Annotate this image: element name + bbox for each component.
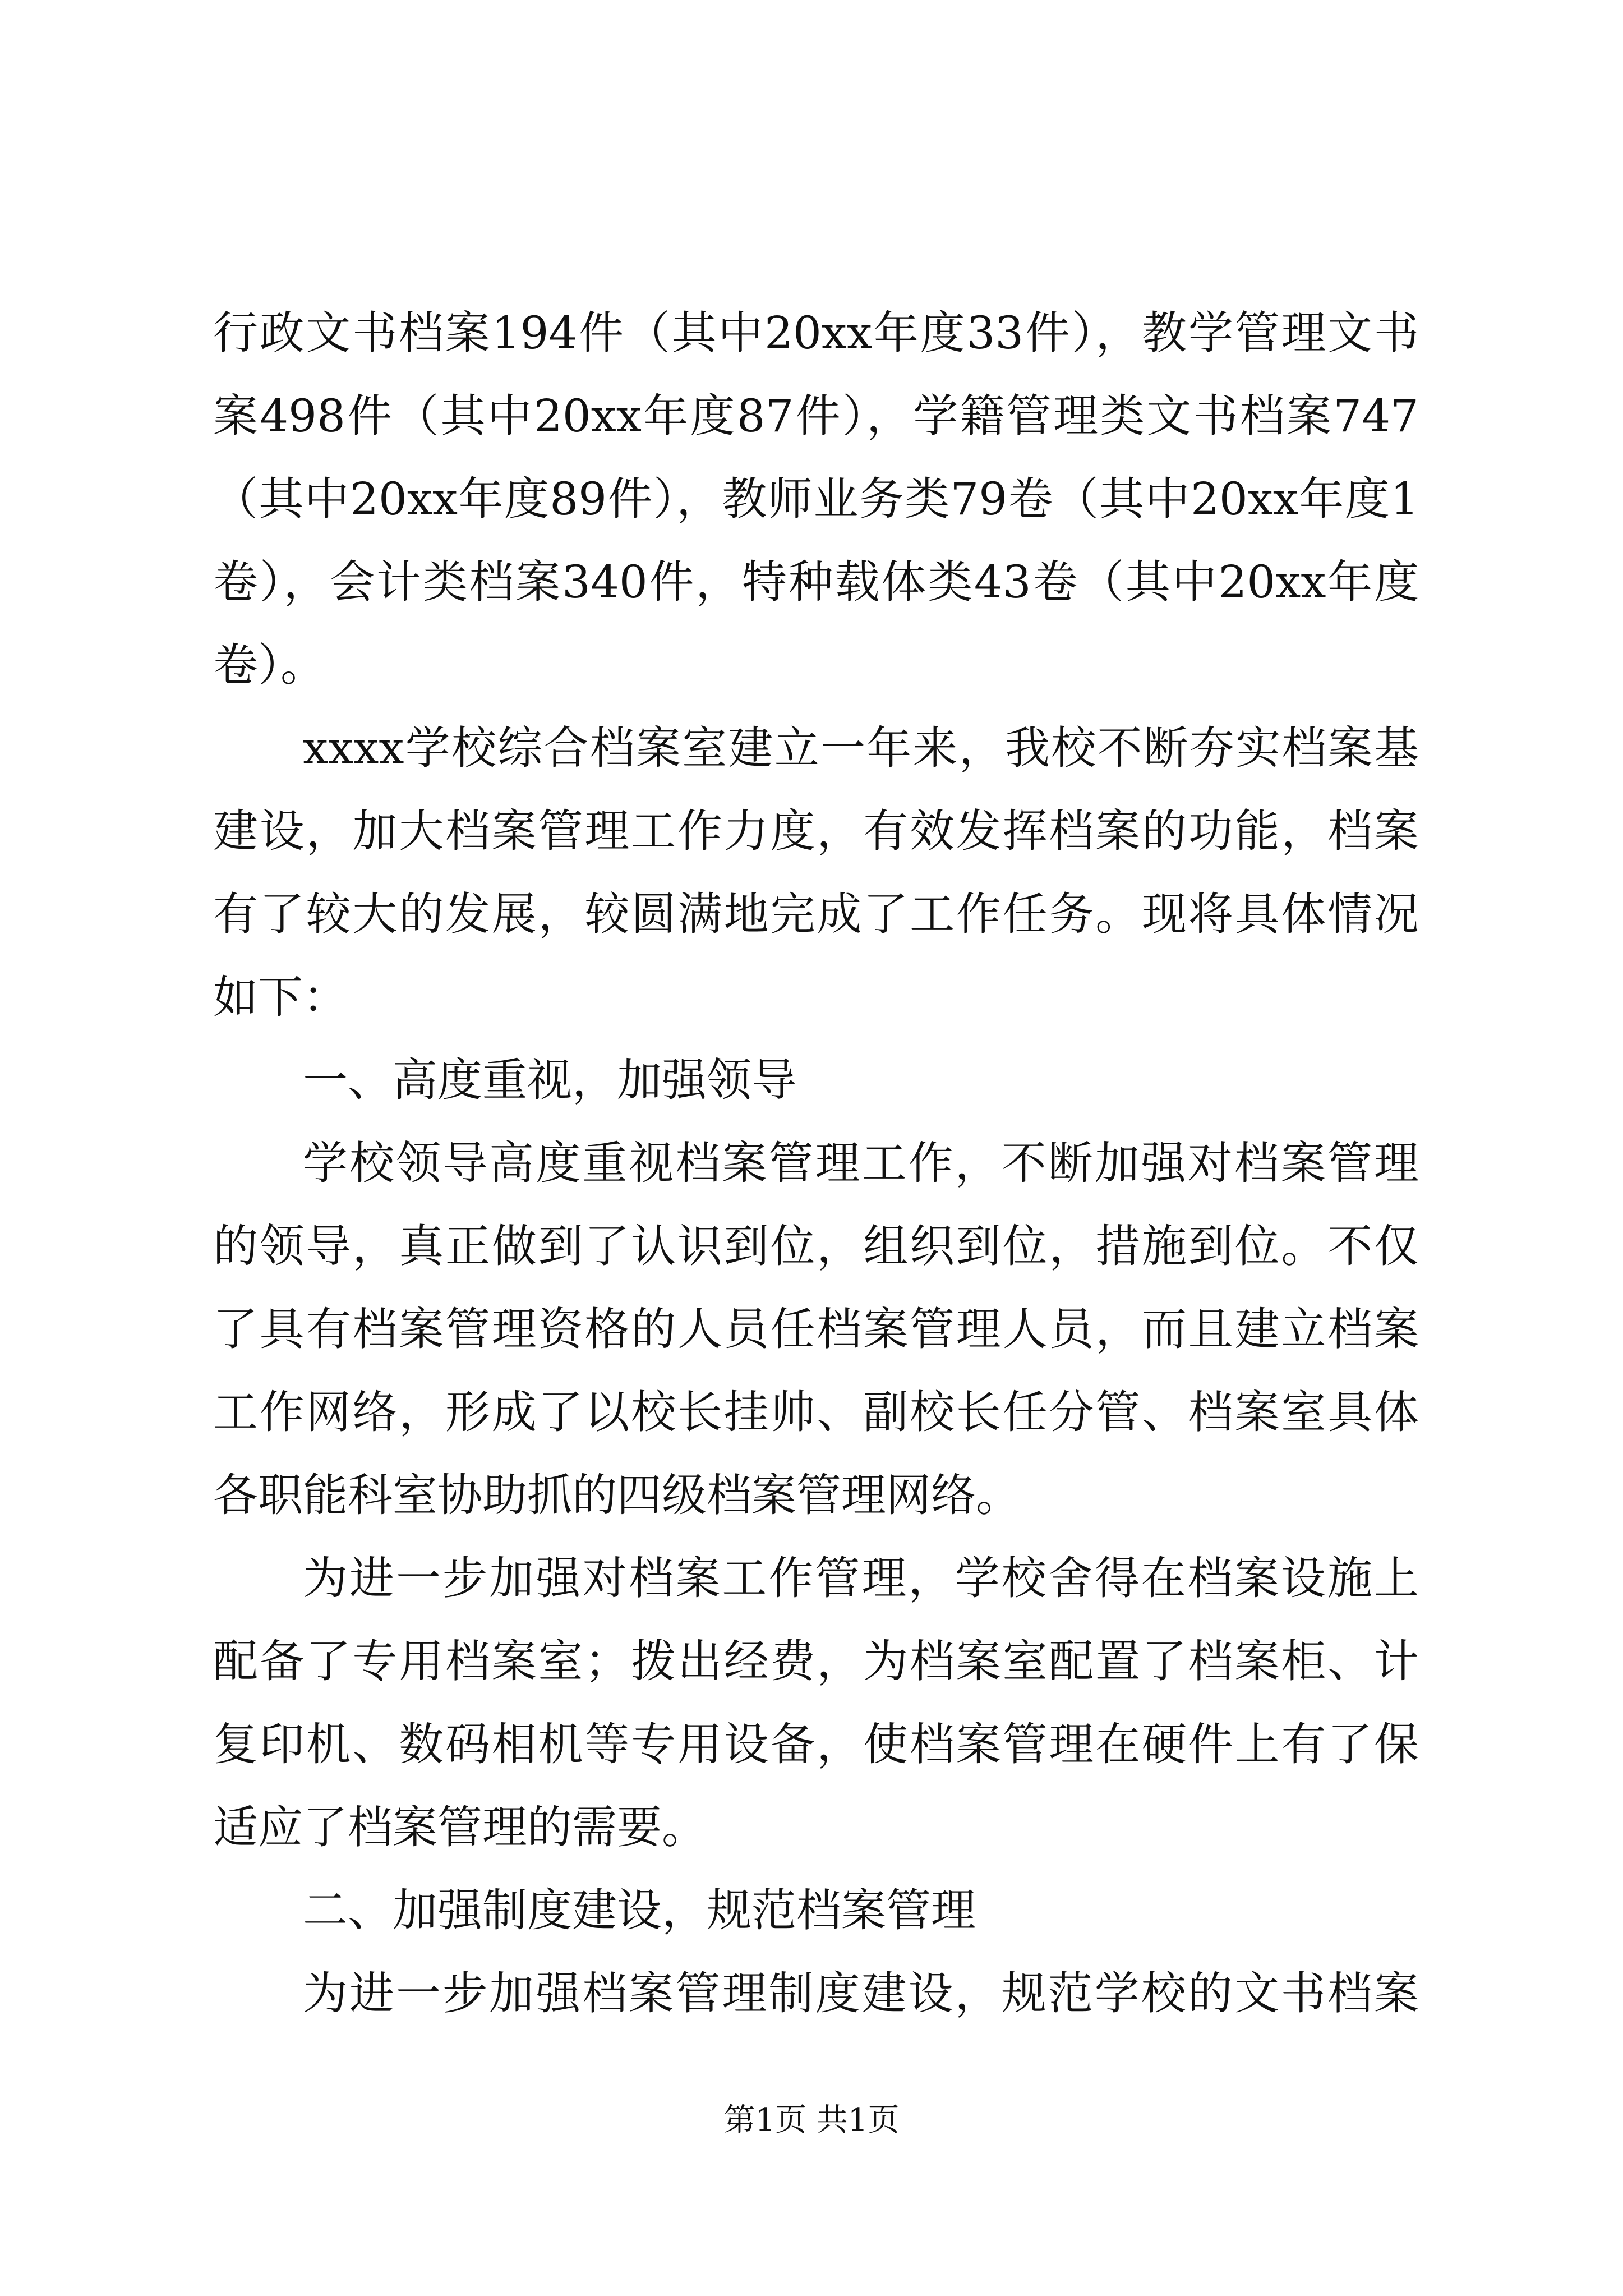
body-line: 工作网络，形成了以校长挂帅、副校长任分管、档案室具体 <box>213 1386 1419 1438</box>
body-line: 复印机、数码相机等专用设备，使档案管理在硬件上有了保 <box>213 1718 1419 1770</box>
body-line: 为进一步加强档案管理制度建设，规范学校的文书档案 <box>303 1967 1419 2019</box>
body-line: 配备了专用档案室；拨出经费，为档案室配置了档案柜、计 <box>213 1635 1419 1687</box>
document-body <box>213 292 1419 2035</box>
body-line: 卷），会计类档案340件，特种载体类43卷（其中20xx年度 <box>213 556 1419 608</box>
body-line: 有了较大的发展，较圆满地完成了工作任务。现将具体情况 <box>213 888 1419 940</box>
body-line: 的领导，真正做到了认识到位，组织到位，措施到位。不仅 <box>213 1220 1419 1272</box>
body-line: xxxx学校综合档案室建立一年来，我校不断夯实档案基 <box>303 722 1419 774</box>
body-line: 适应了档案管理的需要。 <box>213 1801 707 1853</box>
section-heading: 二、加强制度建设，规范档案管理 <box>303 1884 976 1936</box>
body-line: （其中20xx年度89件），教师业务类79卷（其中20xx年度1 <box>213 473 1419 525</box>
body-line: 了具有档案管理资格的人员任档案管理人员，而且建立档案 <box>213 1303 1419 1355</box>
body-line: 如下： <box>213 971 348 1023</box>
body-line: 建设，加大档案管理工作力度，有效发挥档案的功能，档案 <box>213 805 1419 857</box>
section-heading: 一、高度重视，加强领导 <box>303 1054 796 1106</box>
body-line: 行政文书档案194件（其中20xx年度33件），教学管理文书 <box>213 307 1419 359</box>
body-line: 案498件（其中20xx年度87件），学籍管理类文书档案747 <box>213 390 1419 442</box>
body-line: 卷）。 <box>213 639 325 691</box>
page-footer: 第1页 共1页 <box>723 2102 900 2138</box>
body-line: 学校领导高度重视档案管理工作，不断加强对档案管理 <box>303 1137 1419 1189</box>
body-line: 各职能科室协助抓的四级档案管理网络。 <box>213 1469 1021 1521</box>
body-line: 为进一步加强对档案工作管理，学校舍得在档案设施上 <box>303 1552 1419 1604</box>
